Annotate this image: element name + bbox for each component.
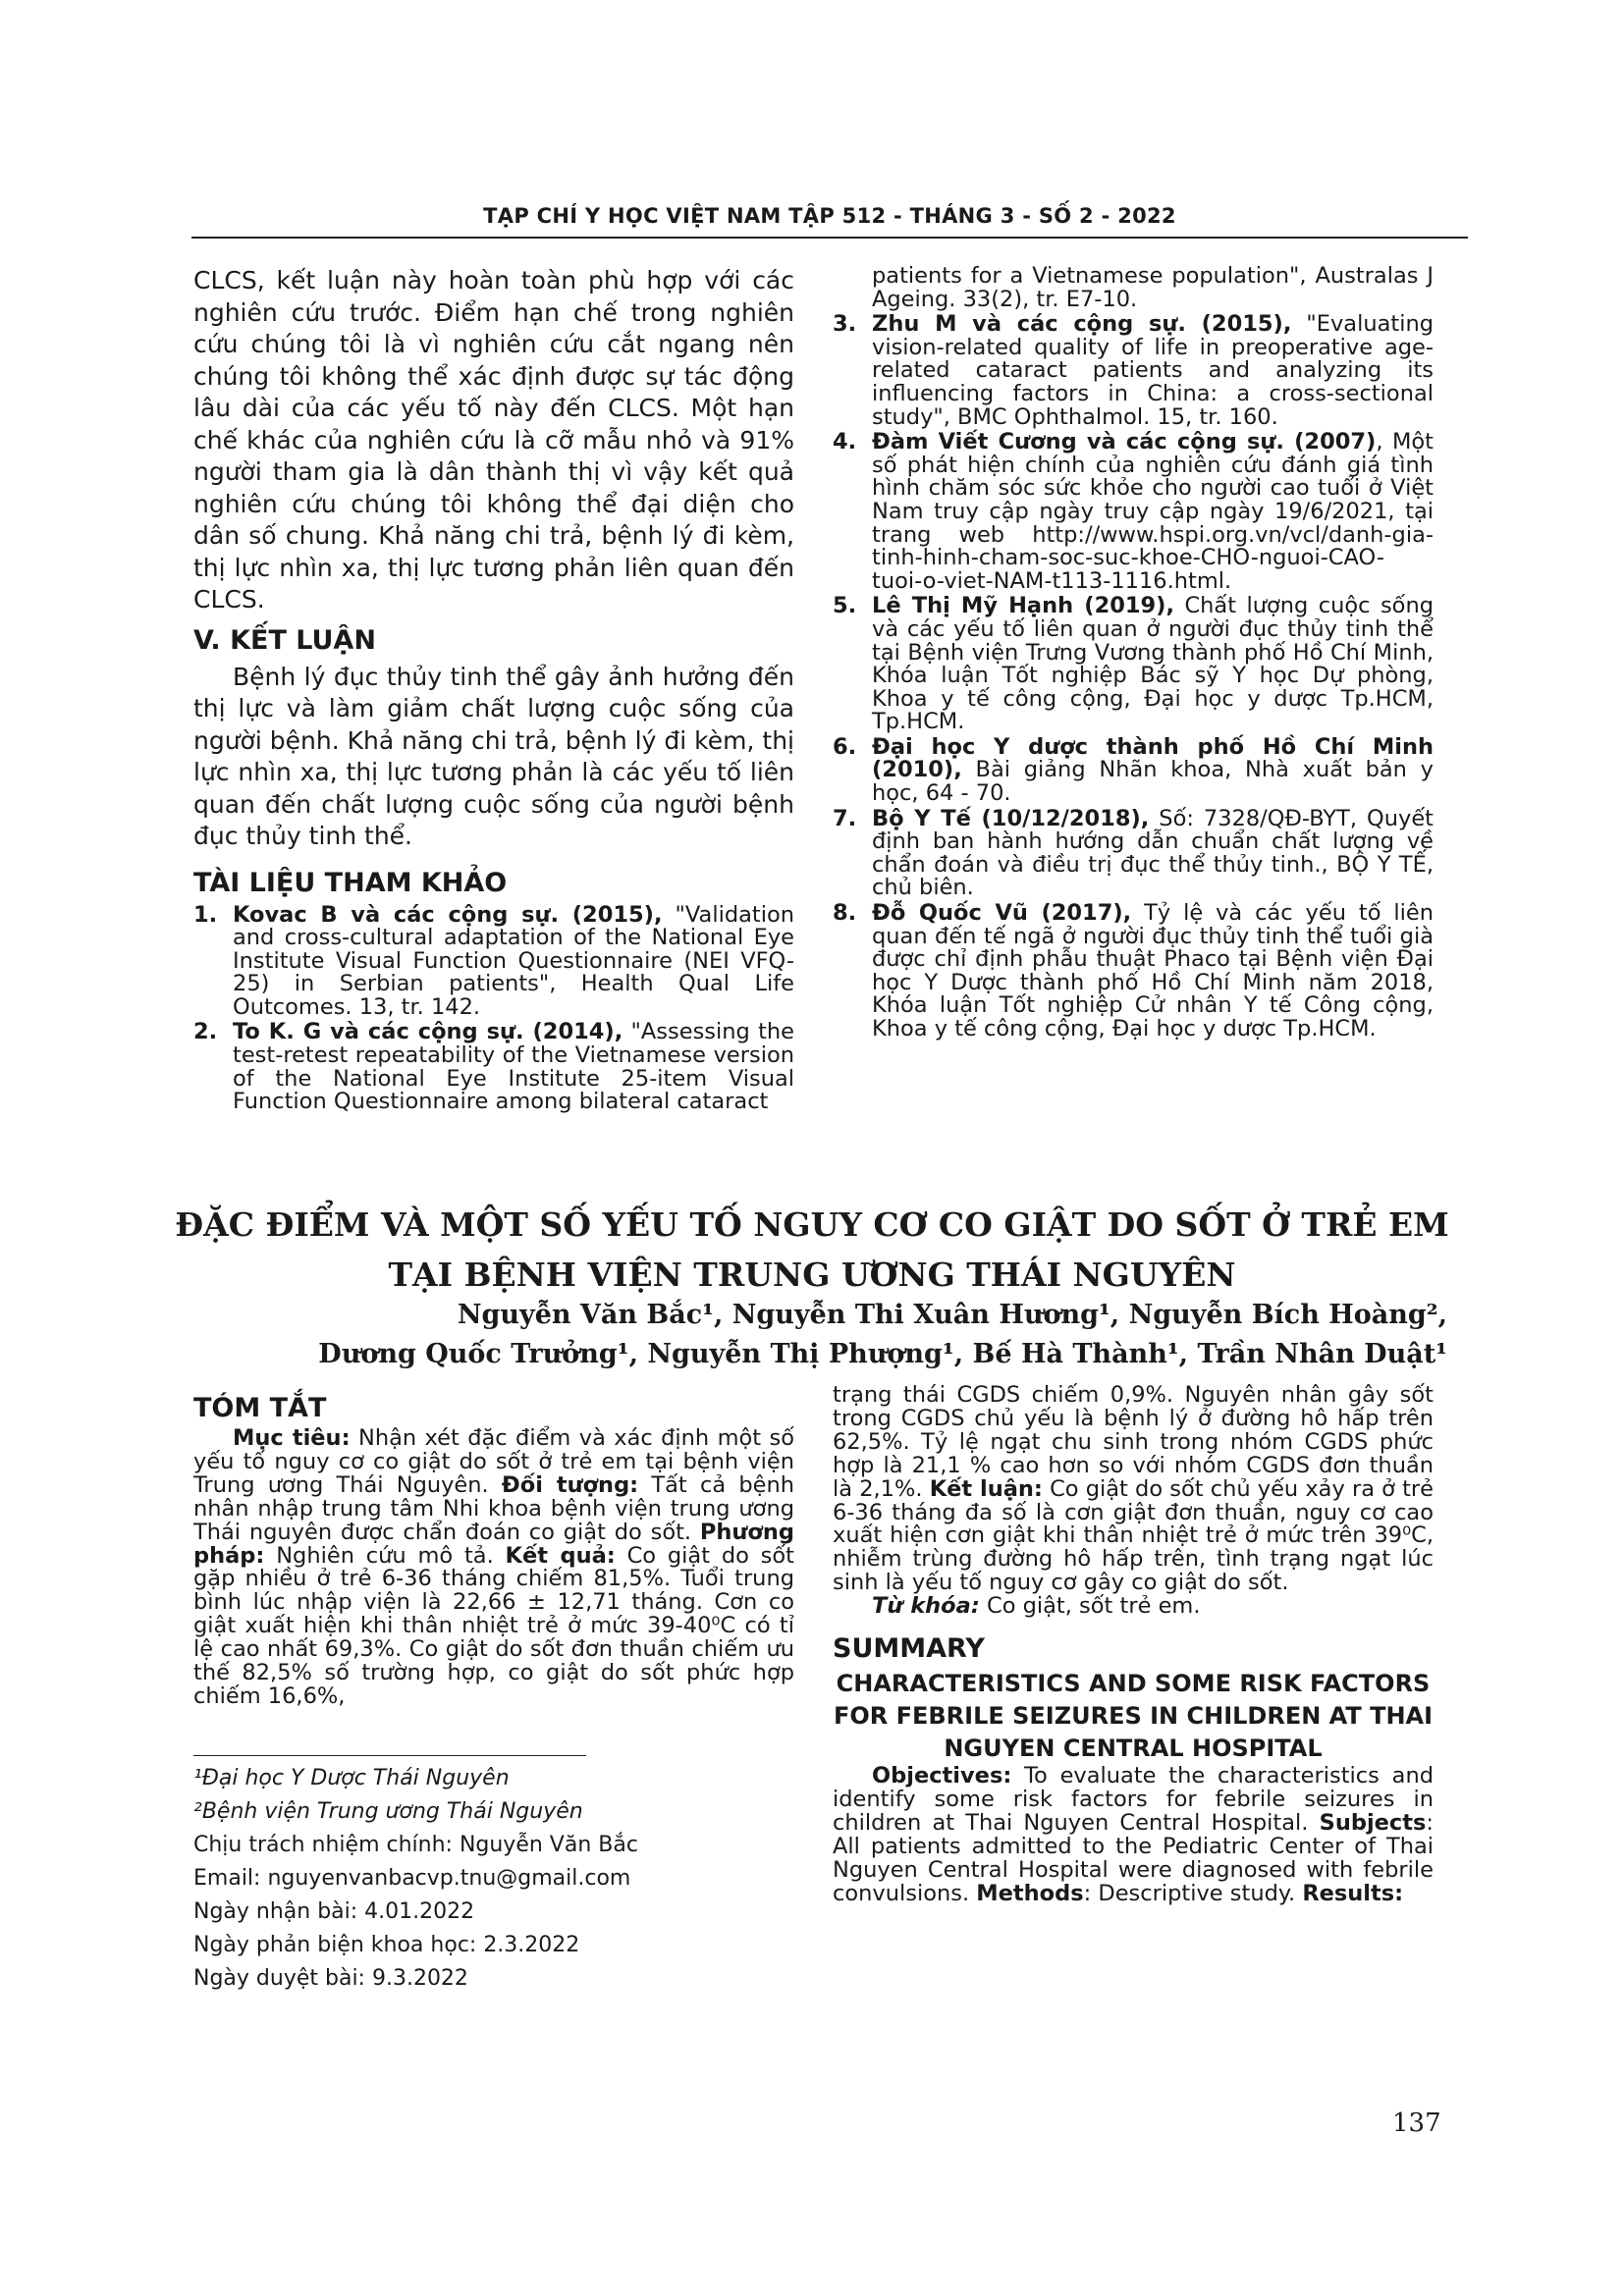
abstract-title: TÓM TẮT (193, 1393, 327, 1423)
responsible-author: Chịu trách nhiệm chính: Nguyễn Văn Bắc (193, 1833, 638, 1857)
text-conclusion: Co giật do sốt chủ yếu xảy ra ở trẻ 6-36 tháng đa số là cơn giật đơn thuần, nguy cơ cao xuất hiện cơn giật khi thân nhiệt trẻ ở mức trên 39⁰C, nhiễm trùng đường hô hấp trên, tình trạng ngạt lúc sinh là yếu tố nguy cơ gây co giật do sốt. (833, 1475, 1434, 1596)
reference-item (833, 313, 1434, 429)
reference-item (833, 733, 1434, 807)
references-list-left (193, 901, 795, 1115)
reference-continuation (833, 265, 1434, 311)
date-reviewed: Ngày phản biện khoa học: 2.3.2022 (193, 1933, 580, 1957)
reference-author: Kovac B và các cộng sự. (2015), (233, 901, 663, 928)
conclusion-paragraph: Bệnh lý đục thủy tinh thể gây ảnh hưởng đến thị lực và làm giảm chất lượng cuộc sống của người bệnh. Khả năng chi trả, bệnh lý đi kèm, thị lực nhìn xa, thị lực tương phản là các yếu tố liên quan đến chất lượng cuộc sống của người bệnh đục thủy tinh thể. (193, 662, 794, 850)
text-results: Co giật do sốt gặp nhiều ở trẻ 6-36 tháng chiếm 81,5%. Tuổi trung bình lúc nhập viện là 22,66 ± 12,71 tháng. Cơn co giật xuất hiện khi thân nhiệt trẻ ở mức 39-40⁰C có tỉ lệ cao nhất 69,3%. Co giật do sốt đơn thuần chiếm ưu thế 82,5% số trường hợp, co giật do sốt phức hợp chiếm 16,6%, (193, 1542, 794, 1709)
reference-author: Zhu M và các cộng sự. (2015), (872, 311, 1292, 338)
label-keywords: Từ khóa: (872, 1593, 980, 1620)
article-title-line: ĐẶC ĐIỂM VÀ MỘT SỐ YẾU TỐ NGUY CƠ CO GIẬT DO SỐT Ở TRẺ EM (175, 1205, 1449, 1244)
reference-item (193, 901, 794, 1020)
label-methods-en: Methods (976, 1880, 1084, 1906)
reference-author: Bộ Y Tế (10/12/2018), (872, 805, 1150, 831)
text-results-continued: trạng thái CGDS chiếm 0,9%. Nguyên nhân gây sốt trong CGDS chủ yếu là bệnh lý ở đường hô hấp trên 62,5%. Tỷ lệ ngạt chu sinh trong nhóm CGDS phức hợp là 21,1 % cao hơn so với nhóm CGDS đơn thuần là 2,1%. (833, 1382, 1434, 1502)
reference-number: 4. (833, 429, 857, 455)
references-list-right (833, 265, 1434, 1041)
label-objective: Mục tiêu: (233, 1425, 351, 1451)
affiliation-1 (193, 1762, 783, 1795)
reference-number: 1. (193, 901, 218, 928)
left-column (193, 265, 794, 1116)
article-authors-line: Nguyễn Văn Bắc¹, Nguyễn Thi Xuân Hương¹, Nguyễn Bích Hoàng², (457, 1300, 1447, 1330)
reference-number: 3. (833, 311, 857, 338)
reference-number: 7. (833, 805, 857, 831)
contact-email: Email: nguyenvanbacvp.tnu@gmail.com (193, 1866, 631, 1891)
running-header: TẠP CHÍ Y HỌC VIỆT NAM TẬP 512 - THÁNG 3 - SỐ 2 - 2022 (483, 204, 1176, 228)
reference-number: 2. (193, 1019, 218, 1045)
reference-item (833, 431, 1434, 593)
reference-item (193, 1021, 794, 1113)
reference-text: "Evaluating vision-related quality of life in preoperative age-related cataract patients and analyzing its influencing factors in China: a cross-sectional study", BMC Ophthalmol. 15, tr. 160. (872, 311, 1434, 430)
affiliation-text: ¹Đại học Y Dược Thái Nguyên (193, 1766, 510, 1790)
text-objective: Nhận xét đặc điểm và xác định một số yếu tố nguy cơ co giật do sốt ở trẻ em tại bệnh viện Trung ương Thái Nguyên. (193, 1425, 794, 1498)
reference-author: Lê Thị Mỹ Hạnh (2019), (872, 593, 1175, 619)
reference-item (833, 902, 1434, 1041)
affiliation-text: ²Bệnh viện Trung ương Thái Nguyên (193, 1799, 583, 1824)
reference-author: To K. G và các cộng sự. (2014), (233, 1019, 623, 1045)
reference-text: Chất lượng cuộc sống và các yếu tố liên quan ở người đục thủy tinh thể tại Bệnh viện Trưng Vương thành phố Hồ Chí Minh, Khóa luận Tốt nghiệp Bác sỹ Y học Dự phòng, Khoa y tế công cộng, Đại học y dược Tp.HCM, Tp.HCM. (872, 593, 1434, 735)
label-subjects-en: Subjects (1319, 1809, 1427, 1836)
label-objectives-en: Objectives: (872, 1763, 1012, 1789)
right-column (833, 265, 1434, 1043)
reference-item (833, 805, 1434, 901)
reference-author: Đại học Y dược thành phố Hồ Chí Minh (2010), (872, 733, 1434, 783)
reference-number: 5. (833, 593, 857, 619)
reference-text: patients for a Vietnamese population", Australas J Ageing. 33(2), tr. E7-10. (872, 263, 1434, 312)
reference-item (833, 595, 1434, 734)
article-title (157, 1200, 1467, 1300)
discussion-paragraph: CLCS, kết luận này hoàn toàn phù hợp với các nghiên cứu trước. Điểm hạn chế trong nghiên cứu chúng tôi là vì nghiên cứu cắt ngang nên chúng tôi không thể xác định được sự tác động lâu dài của các yếu tố này đến CLCS. Một hạn chế khác của nghiên cứu là cỡ mẫu nhỏ và 91% người tham gia là dân thành thị vì vậy kết quả nghiên cứu chúng tôi không thể đại diện cho dân số chung. Khả năng chi trả, bệnh lý đi kèm, thị lực nhìn xa, thị lực tương phản liên quan đến CLCS. (193, 266, 794, 614)
abstract-right-column (833, 1384, 1434, 1906)
text-methods-en: : Descriptive study. (1083, 1880, 1303, 1906)
reference-text: "Assessing the test-retest repeatability of the Vietnamese version of the National Eye Institute 25-item Visual Function Questionnaire among bilateral cataract (233, 1019, 795, 1115)
keywords (833, 1595, 1434, 1619)
reference-text: Bài giảng Nhãn khoa, Nhà xuất bản y học, 64 - 70. (872, 757, 1434, 807)
label-conclusion: Kết luận: (929, 1475, 1043, 1502)
label-methods: Phương pháp: (193, 1519, 794, 1569)
article-authors-line: Dương Quốc Trưởng¹, Nguyễn Thị Phượng¹, Bế Hà Thành¹, Trần Nhân Duật¹ (318, 1339, 1447, 1369)
article-title-line: TẠI BỆNH VIỆN TRUNG ƯƠNG THÁI NGUYÊN (388, 1255, 1236, 1294)
text-methods: Nghiên cứu mô tả. (264, 1542, 506, 1569)
affiliation-2 (193, 1795, 783, 1829)
text-keywords: Co giật, sốt trẻ em. (979, 1593, 1201, 1620)
reference-text: Số: 7328/QĐ-BYT, Quyết định ban hành hướng dẫn chuẩn chất lượng về chẩn đoán và điều trị đục thể thủy tinh., BỘ Y TẾ, chủ biên. (872, 805, 1434, 901)
label-results-en: Results: (1302, 1880, 1404, 1906)
reference-text: Tỷ lệ và các yếu tố liên quan đến tế ngã ở người đục thủy tinh thể tuổi già được chỉ định phẫu thuật Phaco tại Bệnh viện Đại học Y Dược thành phố Hồ Chí Minh năm 2018, Khóa luận Tốt nghiệp Cử nhân Y tế Công cộng, Khoa y tế công cộng, Đại học y dược Tp.HCM. (872, 900, 1434, 1041)
abstract-continuation (833, 1384, 1434, 1595)
reference-text: "Validation and cross-cultural adaptation of the National Eye Institute Visual Function Questionnaire (NEI VFQ-25) in Serbian patients", Health Qual Life Outcomes. 13, tr. 142. (233, 901, 794, 1020)
reference-author: Đàm Viết Cương và các cộng sự. (2007) (872, 429, 1377, 455)
section-conclusion-title: V. KẾT LUẬN (193, 624, 376, 656)
footnote-rule (193, 1755, 586, 1756)
summary-english-title: CHARACTERISTICS AND SOME RISK FACTORS FOR FEBRILE SEIZURES IN CHILDREN AT THAI NGUYEN CENTRAL HOSPITAL (833, 1670, 1434, 1763)
text-subjects-en: : All patients admitted to the Pediatric Center of Thai Nguyen Central Hospital were diagnosed with febrile convulsions. (833, 1809, 1434, 1906)
reference-text: , Một số phát hiện chính của nghiên cứu đánh giá tình hình chăm sóc sức khỏe cho người cao tuổi ở Việt Nam truy cập ngày truy cập ngày 19/6/2021, tại trang web http://www.hspi.org.vn/vcl/danh-gia-tinh-hinh-cham-soc-suc-khoe-CHO-nguoi-CAO-tuoi-o-viet-NAM-t113-1116.html. (872, 429, 1434, 594)
label-subjects: Đối tượng: (501, 1471, 639, 1498)
summary-title: SUMMARY (833, 1633, 985, 1665)
reference-author: Đỗ Quốc Vũ (2017), (872, 900, 1132, 927)
page-number: 137 (1392, 2109, 1441, 2138)
date-received: Ngày nhận bài: 4.01.2022 (193, 1899, 475, 1924)
footnotes (193, 1762, 783, 1996)
reference-number: 8. (833, 900, 857, 927)
abstract-vn (193, 1392, 794, 1709)
abstract-paragraph (193, 1427, 794, 1709)
text-objectives-en: To evaluate the characteristics and identify some risk factors for febrile seizures in children at Thai Nguyen Central Hospital. (833, 1763, 1434, 1836)
text-subjects: Tất cả bệnh nhân nhập trung tâm Nhi khoa bệnh viện trung ương Thái nguyên được chẩn đoán co giật do sốt. (193, 1471, 794, 1545)
date-accepted: Ngày duyệt bài: 9.3.2022 (193, 1966, 468, 1991)
header-rule (191, 237, 1468, 239)
references-title: TÀI LIỆU THAM KHẢO (193, 867, 508, 898)
label-results: Kết quả: (505, 1542, 616, 1569)
reference-number: 6. (833, 733, 857, 760)
summary-paragraph (833, 1765, 1434, 1905)
